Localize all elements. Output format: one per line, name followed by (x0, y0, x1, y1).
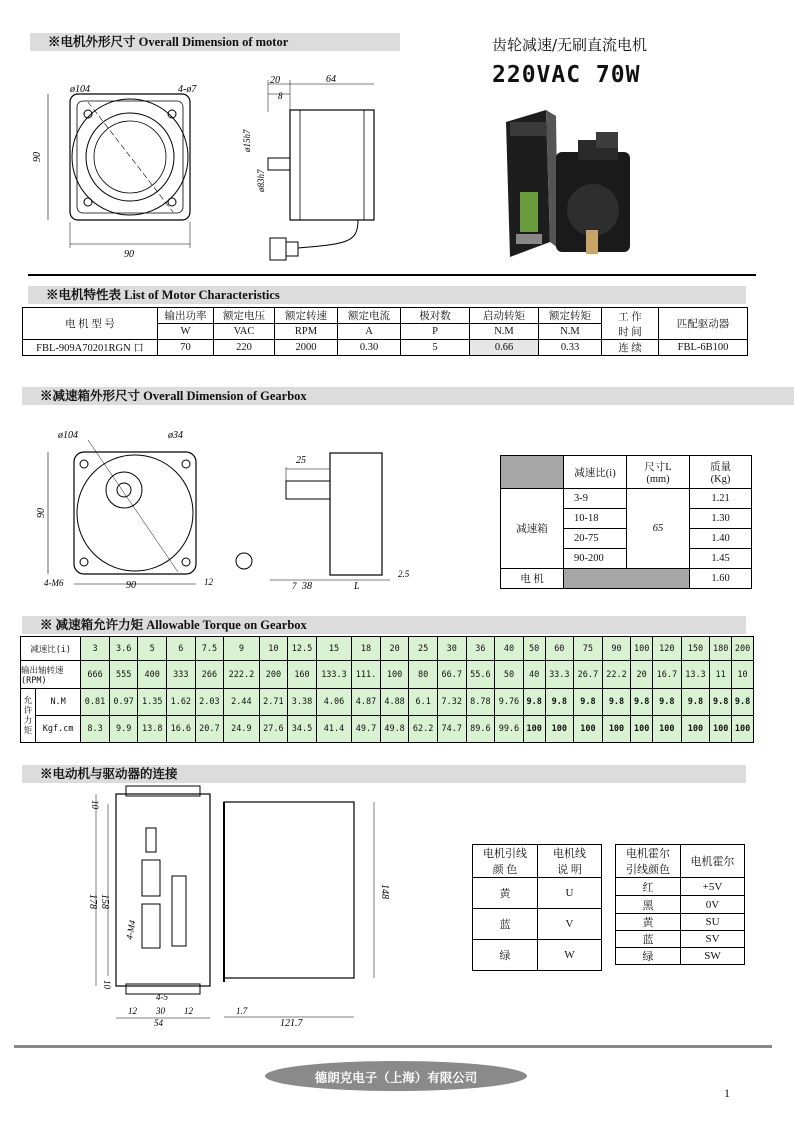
driver-drawing (86, 786, 226, 1026)
unit-cell: A (338, 324, 401, 340)
nm-cell: 1.35 (138, 689, 167, 716)
dim-38: 38 (302, 581, 312, 592)
speed-cell: 20 (631, 661, 653, 689)
dim-d104: ø104 (58, 430, 78, 441)
col-ratio: 减速比(i) (564, 456, 627, 489)
speed-label: 输出轴转速 (RPM) (21, 661, 81, 689)
unit-cell: W (158, 324, 214, 340)
product-title: 220VAC 70W (492, 62, 641, 88)
nm-cell: 1.62 (167, 689, 196, 716)
ratio-cell: 200 (732, 637, 754, 661)
ratio-cell: 60 (545, 637, 574, 661)
kgf-cell: 100 (710, 716, 732, 743)
kgf-cell: 100 (545, 716, 574, 743)
speed-cell: 666 (81, 661, 110, 689)
ratio-cell: 180 (710, 637, 732, 661)
value-cell: FBL-6B100 (659, 340, 748, 356)
wire-desc-cell: U (538, 878, 602, 909)
unit-cell: N.M (470, 324, 539, 340)
nm-cell: 9.8 (681, 689, 710, 716)
kgf-cell: 16.6 (167, 716, 196, 743)
dim-holes: 4-ø7 (178, 84, 197, 95)
kgf-label: Kgf.cm (36, 716, 81, 743)
nm-cell: 3.38 (288, 689, 317, 716)
col-rated-torque: 额定转矩 (539, 308, 602, 324)
ratio-cell: 30 (437, 637, 466, 661)
group-label: 减速箱 (501, 489, 564, 569)
ratio-cell: 3.6 (109, 637, 138, 661)
ratio-cell: 3-9 (564, 489, 627, 509)
speed-cell: 333 (167, 661, 196, 689)
kgf-cell: 100 (631, 716, 653, 743)
speed-cell: 16.7 (653, 661, 682, 689)
nm-cell: 0.81 (81, 689, 110, 716)
ratio-cell: 90-200 (564, 549, 627, 569)
value-cell: 0.66 (470, 340, 539, 356)
torque-heading: ※ 减速箱允许力矩 Allowable Torque on Gearbox (22, 616, 746, 634)
nm-cell: 2.71 (259, 689, 288, 716)
kgf-cell: 27.6 (259, 716, 288, 743)
ratio-cell: 25 (409, 637, 438, 661)
ratio-cell: 6 (167, 637, 196, 661)
dim-width: 90 (126, 580, 136, 591)
nm-cell: 7.32 (437, 689, 466, 716)
dim-d34: ø34 (168, 430, 183, 441)
kgf-cell: 20.7 (195, 716, 224, 743)
dim-8: 8 (278, 91, 283, 101)
dim-width: 90 (124, 249, 134, 260)
wire-color-table (472, 844, 602, 971)
nm-cell: 9.8 (545, 689, 574, 716)
dim-10-top: 10 (90, 800, 100, 809)
ratio-cell: 10-18 (564, 509, 627, 529)
dim-7: 7 (292, 581, 297, 591)
dim-d104: ø104 (70, 84, 90, 95)
speed-cell: 133.3 (316, 661, 351, 689)
ratio-cell: 9 (224, 637, 259, 661)
motor-front-view-drawing (28, 72, 218, 262)
wire-color-cell: 绿 (473, 940, 538, 971)
connection-heading: ※电动机与驱动器的连接 (22, 765, 746, 783)
unit-cell: VAC (214, 324, 275, 340)
value-cell: 2000 (275, 340, 338, 356)
footer-rule (14, 1045, 772, 1048)
ratio-cell: 18 (352, 637, 381, 661)
dim-148: 148 (379, 884, 390, 899)
value-cell: 连 续 (602, 340, 659, 356)
nm-cell: 8.78 (466, 689, 495, 716)
ratio-cell: 5 (138, 637, 167, 661)
hall-color-cell: 蓝 (616, 931, 681, 948)
dim-body: ø83h7 (256, 169, 266, 192)
value-cell: 220 (214, 340, 275, 356)
hall-signal-cell: SV (681, 931, 745, 948)
kgf-cell: 24.9 (224, 716, 259, 743)
kgf-cell: 89.6 (466, 716, 495, 743)
weight-cell: 1.40 (690, 529, 752, 549)
col-duty: 工 作 时 间 (602, 308, 659, 340)
dim-25: 25 (296, 455, 306, 466)
speed-cell: 22.2 (602, 661, 631, 689)
nm-cell: 4.87 (352, 689, 381, 716)
nm-cell: 9.8 (602, 689, 631, 716)
dim-64: 64 (326, 74, 336, 85)
motor-label: 电 机 (501, 569, 564, 589)
length-cell: 65 (627, 489, 690, 569)
characteristics-heading: ※电机特性表 List of Motor Characteristics (28, 286, 746, 304)
speed-cell: 33.3 (545, 661, 574, 689)
value-cell: 5 (401, 340, 470, 356)
kgf-cell: 100 (681, 716, 710, 743)
weight-cell: 1.21 (690, 489, 752, 509)
ratio-cell: 100 (631, 637, 653, 661)
kgf-cell: 13.8 (138, 716, 167, 743)
speed-cell: 50 (495, 661, 524, 689)
kgf-cell: 62.2 (409, 716, 438, 743)
hall-table (615, 844, 745, 965)
speed-cell: 13.3 (681, 661, 710, 689)
speed-cell: 160 (288, 661, 317, 689)
dim-4-m4: 4-M4 (124, 919, 138, 941)
dim-20: 20 (270, 75, 280, 86)
wire-color-cell: 黄 (473, 878, 538, 909)
kgf-cell: 49.8 (380, 716, 409, 743)
hall-color-cell: 黑 (616, 896, 681, 914)
dim-holes: 4-M6 (44, 578, 64, 588)
speed-cell: 10 (732, 661, 754, 689)
motor-weight: 1.60 (690, 569, 752, 589)
ratio-cell: 75 (574, 637, 603, 661)
kgf-cell: 9.9 (109, 716, 138, 743)
kgf-cell: 8.3 (81, 716, 110, 743)
torque-table (20, 636, 754, 743)
nm-cell: 9.8 (710, 689, 732, 716)
dim-height: 90 (32, 152, 43, 162)
speed-cell: 111. (352, 661, 381, 689)
nm-cell: 0.97 (109, 689, 138, 716)
ratio-cell: 7.5 (195, 637, 224, 661)
ratio-cell: 36 (466, 637, 495, 661)
dim-158: 158 (99, 894, 110, 909)
product-photo (486, 102, 646, 270)
hall-signal-cell: +5V (681, 878, 745, 896)
ratio-cell: 150 (681, 637, 710, 661)
gearbox-front-view-drawing (28, 422, 228, 592)
weight-cell: 1.30 (690, 509, 752, 529)
col-hall-signal: 电机霍尔 (681, 845, 745, 878)
ratio-cell: 20-75 (564, 529, 627, 549)
dim-height: 90 (36, 508, 47, 518)
nm-cell: 9.8 (523, 689, 545, 716)
kgf-cell: 100 (653, 716, 682, 743)
speed-cell: 200 (259, 661, 288, 689)
nm-label: N.M (36, 689, 81, 716)
gearbox-dimension-heading: ※减速箱外形尺寸 Overall Dimension of Gearbox (22, 387, 794, 405)
speed-cell: 266 (195, 661, 224, 689)
nm-cell: 9.8 (574, 689, 603, 716)
unit-cell: N.M (539, 324, 602, 340)
col-current: 额定电流 (338, 308, 401, 324)
ratio-cell: 50 (523, 637, 545, 661)
ratio-cell: 90 (602, 637, 631, 661)
ratio-cell: 120 (653, 637, 682, 661)
speed-cell: 40 (523, 661, 545, 689)
col-start-torque: 启动转矩 (470, 308, 539, 324)
col-voltage: 额定电压 (214, 308, 275, 324)
col-length: 尺寸L (mm) (627, 456, 690, 489)
col-poles: 极对数 (401, 308, 470, 324)
dim-shaft: ø15h7 (242, 129, 252, 152)
kgf-cell: 100 (574, 716, 603, 743)
nm-cell: 2.03 (195, 689, 224, 716)
value-cell: FBL-909A70201RGN 口 (23, 340, 158, 356)
speed-cell: 11 (710, 661, 732, 689)
speed-cell: 55.6 (466, 661, 495, 689)
dim-178: 178 (87, 894, 98, 909)
kgf-cell: 99.6 (495, 716, 524, 743)
ratio-cell: 40 (495, 637, 524, 661)
speed-cell: 400 (138, 661, 167, 689)
dim-1-7: 1.7 (236, 1006, 248, 1016)
footer-company-name: 德朗克电子（上海）有限公司 (314, 1070, 478, 1085)
motor-side-view-drawing (238, 72, 388, 272)
characteristics-table (22, 307, 748, 356)
col-speed: 额定转速 (275, 308, 338, 324)
value-cell: 0.30 (338, 340, 401, 356)
speed-cell: 80 (409, 661, 438, 689)
col-wire-color: 电机引线 颜 色 (473, 845, 538, 878)
hall-color-cell: 黄 (616, 914, 681, 931)
col-wire-desc: 电机线 说 明 (538, 845, 602, 878)
speed-cell: 66.7 (437, 661, 466, 689)
col-model: 电 机 型 号 (23, 308, 158, 340)
kgf-cell: 49.7 (352, 716, 381, 743)
page-number: 1 (724, 1086, 730, 1100)
dim-30: 30 (156, 1006, 165, 1016)
unit-cell: RPM (275, 324, 338, 340)
col-weight: 质量 (Kg) (690, 456, 752, 489)
dim-L: L (354, 581, 360, 592)
kgf-cell: 34.5 (288, 716, 317, 743)
kgf-cell: 100 (602, 716, 631, 743)
torque-label: 允许力矩 (21, 689, 36, 743)
col-power: 输出功率 (158, 308, 214, 324)
kgf-cell: 100 (523, 716, 545, 743)
dim-10-bottom: 10 (102, 980, 112, 989)
col-driver: 匹配驱动器 (659, 308, 748, 340)
nm-cell: 6.1 (409, 689, 438, 716)
motor-dimension-heading: ※电机外形尺寸 Overall Dimension of motor (30, 33, 400, 51)
product-subtitle: 齿轮减速/无刷直流电机 (492, 36, 648, 54)
dim-12b: 12 (184, 1006, 193, 1016)
dim-4-5: 4-5 (156, 992, 168, 1002)
motor-outline-drawing (214, 792, 404, 1028)
nm-cell: 2.44 (224, 689, 259, 716)
kgf-cell: 41.4 (316, 716, 351, 743)
kgf-cell: 100 (732, 716, 754, 743)
ratio-cell: 20 (380, 637, 409, 661)
weight-cell: 1.45 (690, 549, 752, 569)
speed-cell: 100 (380, 661, 409, 689)
wire-desc-cell: V (538, 909, 602, 940)
dim-12: 12 (204, 577, 213, 587)
hall-signal-cell: SW (681, 948, 745, 965)
hall-color-cell: 绿 (616, 948, 681, 965)
ratio-label: 减速比(i) (21, 637, 81, 661)
kgf-cell: 74.7 (437, 716, 466, 743)
col-hall-color: 电机霍尔 引线颜色 (616, 845, 681, 878)
ratio-cell: 10 (259, 637, 288, 661)
ratio-cell: 3 (81, 637, 110, 661)
value-cell: 70 (158, 340, 214, 356)
ratio-cell: 15 (316, 637, 351, 661)
dim-2-5: 2.5 (398, 569, 410, 579)
speed-cell: 222.2 (224, 661, 259, 689)
hall-color-cell: 红 (616, 878, 681, 896)
nm-cell: 4.88 (380, 689, 409, 716)
ratio-cell: 12.5 (288, 637, 317, 661)
nm-cell: 9.8 (732, 689, 754, 716)
nm-cell: 4.06 (316, 689, 351, 716)
nm-cell: 9.76 (495, 689, 524, 716)
hall-signal-cell: 0V (681, 896, 745, 914)
nm-cell: 9.8 (631, 689, 653, 716)
nm-cell: 9.8 (653, 689, 682, 716)
unit-cell: P (401, 324, 470, 340)
wire-desc-cell: W (538, 940, 602, 971)
gearbox-weight-table (500, 455, 752, 589)
dim-12a: 12 (128, 1006, 137, 1016)
speed-cell: 26.7 (574, 661, 603, 689)
hall-signal-cell: SU (681, 914, 745, 931)
gearbox-side-view-drawing (204, 425, 420, 595)
wire-color-cell: 蓝 (473, 909, 538, 940)
dim-54: 54 (154, 1018, 163, 1028)
dim-121-7: 121.7 (280, 1018, 303, 1029)
speed-cell: 555 (109, 661, 138, 689)
value-cell: 0.33 (539, 340, 602, 356)
